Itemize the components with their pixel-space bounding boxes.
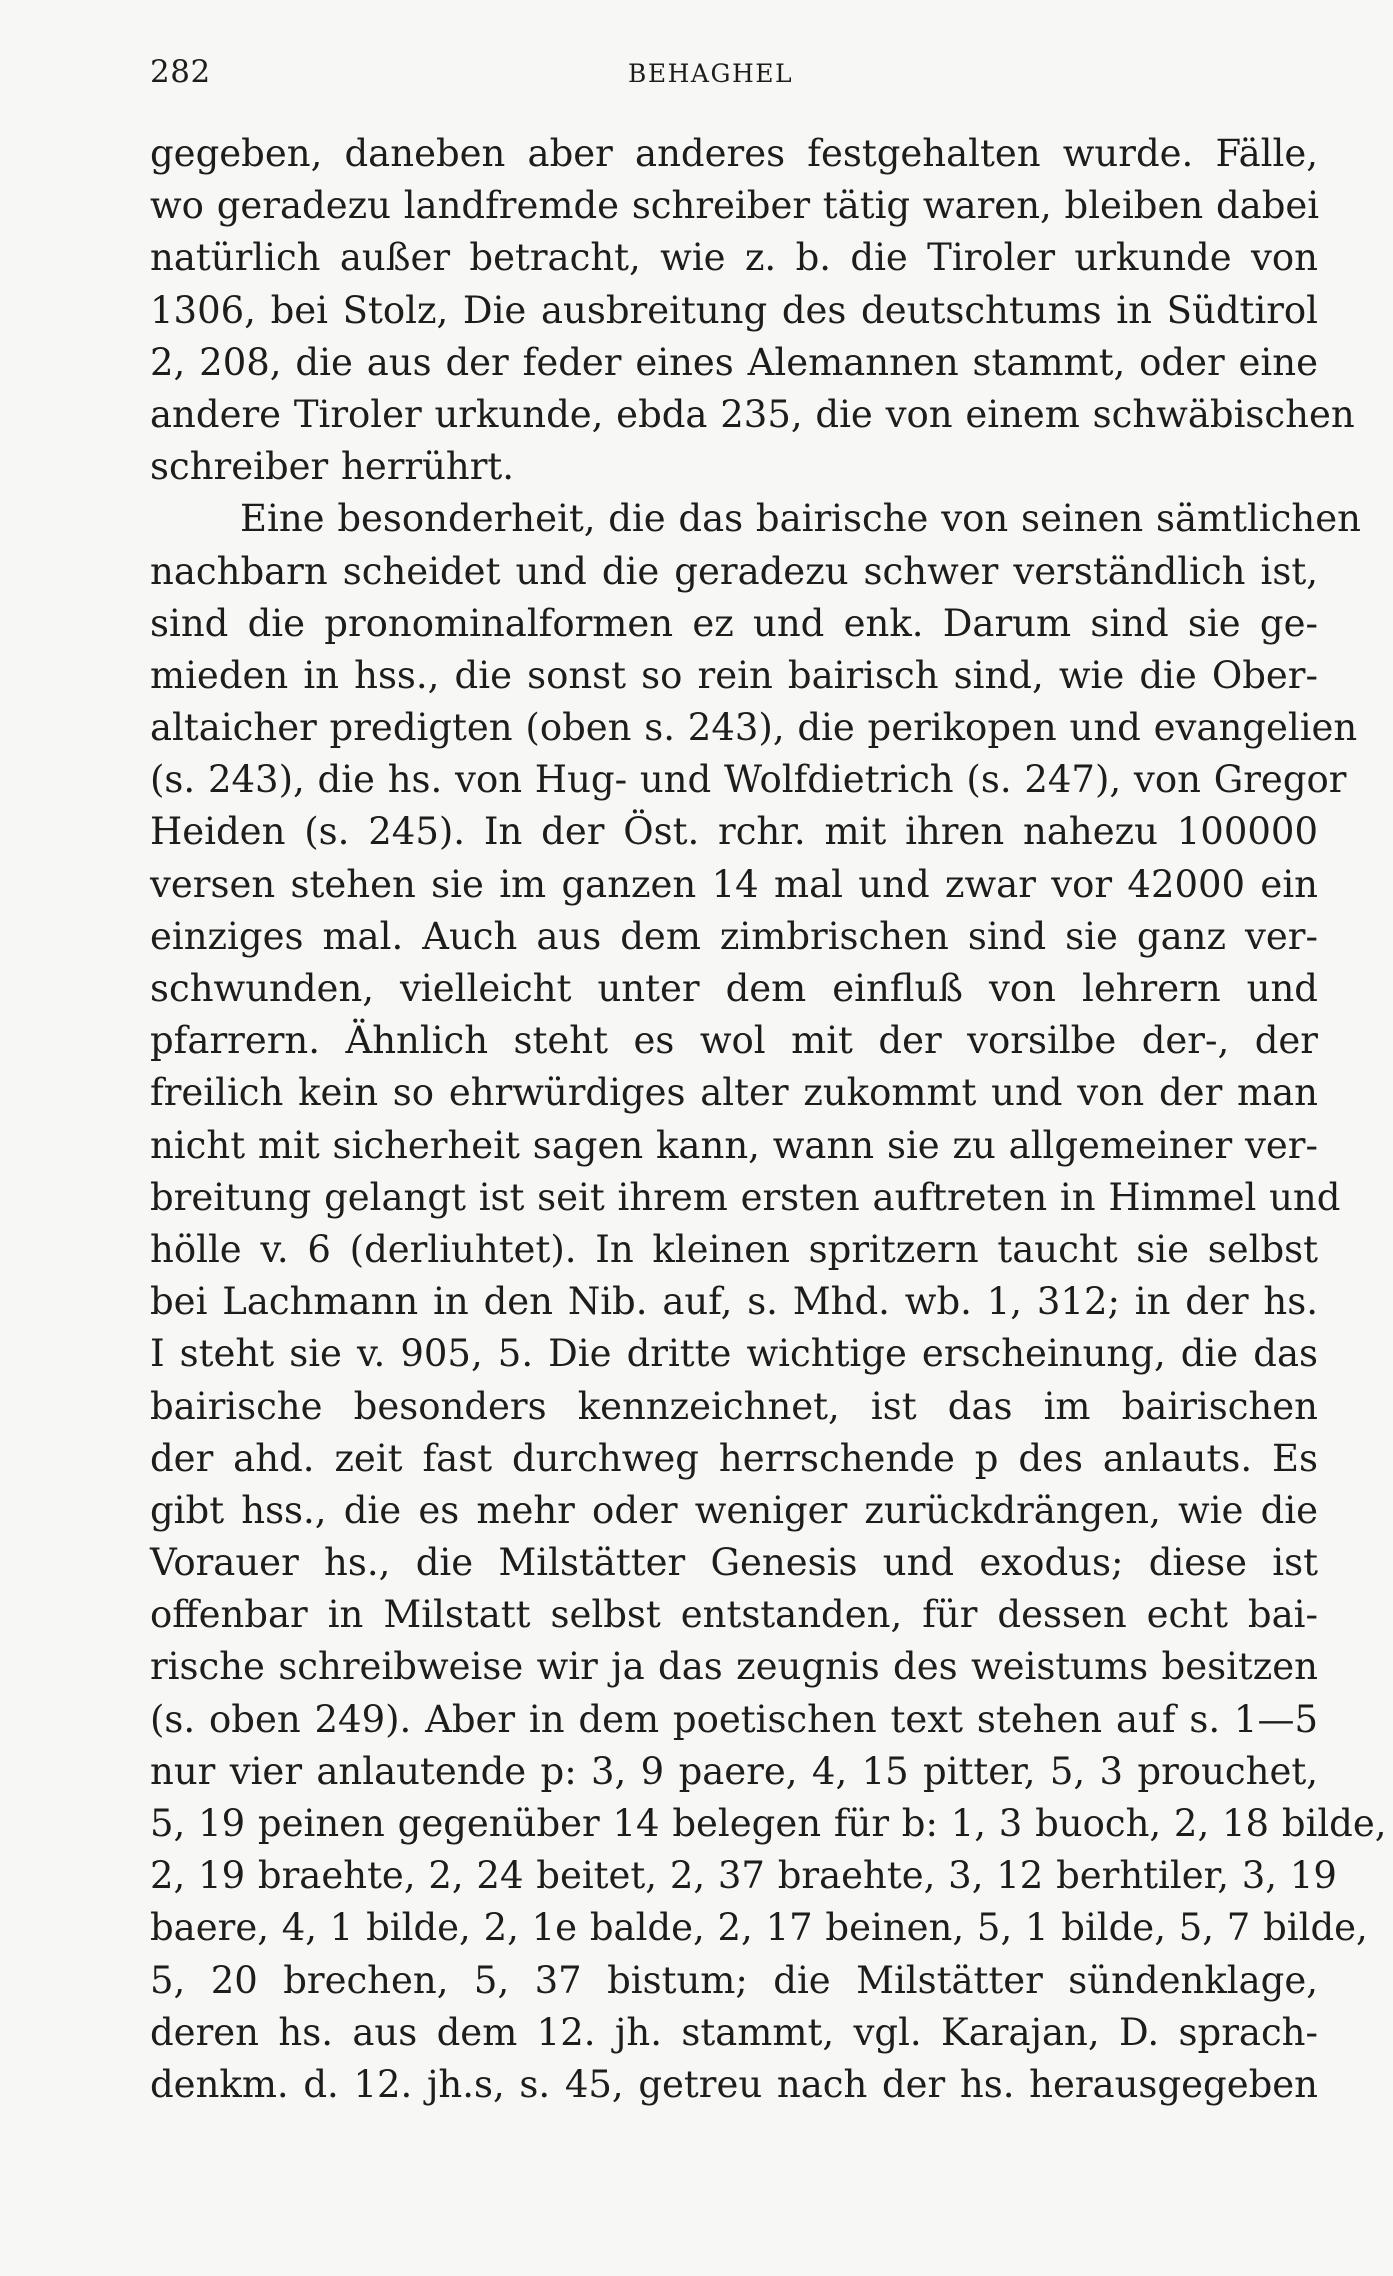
text-line: Eine besonderheit, die das bairische von seinen sämtlichen: [240, 497, 1361, 541]
text-line: versen stehen sie im ganzen 14 mal und zwar vor 42000 ein: [150, 862, 1318, 906]
text-line: nachbarn scheidet und die geradezu schwer verständlich ist,: [150, 549, 1318, 593]
text-line: der ahd. zeit fast durchweg herrschende p des anlauts. Es: [150, 1436, 1318, 1480]
text-line: rische schreibweise wir ja das zeugnis des weistums besitzen: [150, 1645, 1318, 1689]
text-line: nicht mit sicherheit sagen kann, wann sie zu allgemeiner ver-: [150, 1123, 1318, 1167]
text-line: gegeben, daneben aber anderes festgehalten wurde. Fälle,: [150, 132, 1318, 175]
text-line: denkm. d. 12. jh.s, s. 45, getreu nach der hs. herausgegeben: [150, 2062, 1318, 2106]
text-line: hölle v. 6 (derliuhtet). In kleinen spritzern taucht sie selbst: [150, 1227, 1318, 1271]
text-line: einziges mal. Auch aus dem zimbrischen sind sie ganz ver-: [150, 914, 1318, 958]
text-line: schwunden, vielleicht unter dem einfluß von lehrern und: [150, 967, 1318, 1010]
text-line: Vorauer hs., die Milstätter Genesis und exodus; diese ist: [150, 1541, 1318, 1585]
paragraph: [150, 128, 1355, 493]
running-title: BEHAGHEL: [628, 59, 794, 88]
text-line: 5, 19 peinen gegenüber 14 belegen für b: 1, 3 buoch, 2, 18 bilde,: [150, 1802, 1387, 1845]
text-line: pfarrern. Ähnlich steht es wol mit der vorsilbe der-, der: [150, 1019, 1318, 1063]
text-line: natürlich außer betracht, wie z. b. die Tiroler urkunde von: [150, 236, 1318, 280]
text-line: gibt hss., die es mehr oder weniger zurückdrängen, wie die: [150, 1488, 1318, 1532]
paragraph: [150, 493, 1387, 2111]
page-number: 282: [150, 54, 211, 90]
text-line: breitung gelangt ist seit ihrem ersten auftreten in Himmel und: [150, 1175, 1341, 1219]
text-line: 2, 19 braehte, 2, 24 beitet, 2, 37 braehte, 3, 12 berhtiler, 3, 19: [150, 1854, 1337, 1898]
text-line: (s. 243), die hs. von Hug- und Wolfdietrich (s. 247), von Gregor: [150, 758, 1347, 802]
text-line: Heiden (s. 245). In der Öst. rchr. mit ihren nahezu 100000: [150, 810, 1318, 854]
text-line: deren hs. aus dem 12. jh. stammt, vgl. Karajan, D. sprach-: [150, 2010, 1318, 2054]
text-line: 1306, bei Stolz, Die ausbreitung des deutschtums in Südtirol: [150, 288, 1318, 332]
text-line: offenbar in Milstatt selbst entstanden, für dessen echt bai-: [150, 1593, 1318, 1637]
text-line: (s. oben 249). Aber in dem poetischen text stehen auf s. 1—5: [150, 1697, 1318, 1741]
text-line: schreiber herrührt.: [150, 445, 515, 489]
text-line: wo geradezu landfremde schreiber tätig waren, bleiben dabei: [150, 184, 1320, 228]
page-header: [150, 42, 1317, 102]
text-line: altaicher predigten (oben s. 243), die perikopen und evangelien: [150, 706, 1358, 750]
text-line: sind die pronominalformen ez und enk. Darum sind sie ge-: [150, 601, 1318, 645]
text-line: bairische besonders kennzeichnet, ist das im bairischen: [150, 1384, 1318, 1428]
text-line: bei Lachmann in den Nib. auf, s. Mhd. wb. 1, 312; in der hs.: [150, 1280, 1318, 1324]
text-line: baere, 4, 1 bilde, 2, 1e balde, 2, 17 beinen, 5, 1 bilde, 5, 7 bilde,: [150, 1906, 1368, 1950]
text-line: nur vier anlautende p: 3, 9 paere, 4, 15 pitter, 5, 3 prouchet,: [150, 1749, 1318, 1793]
text-line: 2, 208, die aus der feder eines Alemannen stammt, oder eine: [150, 340, 1318, 384]
text-line: mieden in hss., die sonst so rein bairisch sind, wie die Ober-: [150, 653, 1318, 697]
text-line: andere Tiroler urkunde, ebda 235, die von einem schwäbischen: [150, 392, 1355, 436]
text-line: I steht sie v. 905, 5. Die dritte wichtige erscheinung, die das: [150, 1332, 1318, 1376]
text-line: freilich kein so ehrwürdiges alter zukommt und von der man: [150, 1071, 1318, 1115]
text-line: 5, 20 brechen, 5, 37 bistum; die Milstätter sündenklage,: [150, 1958, 1318, 2002]
body-text: [150, 128, 1387, 2111]
